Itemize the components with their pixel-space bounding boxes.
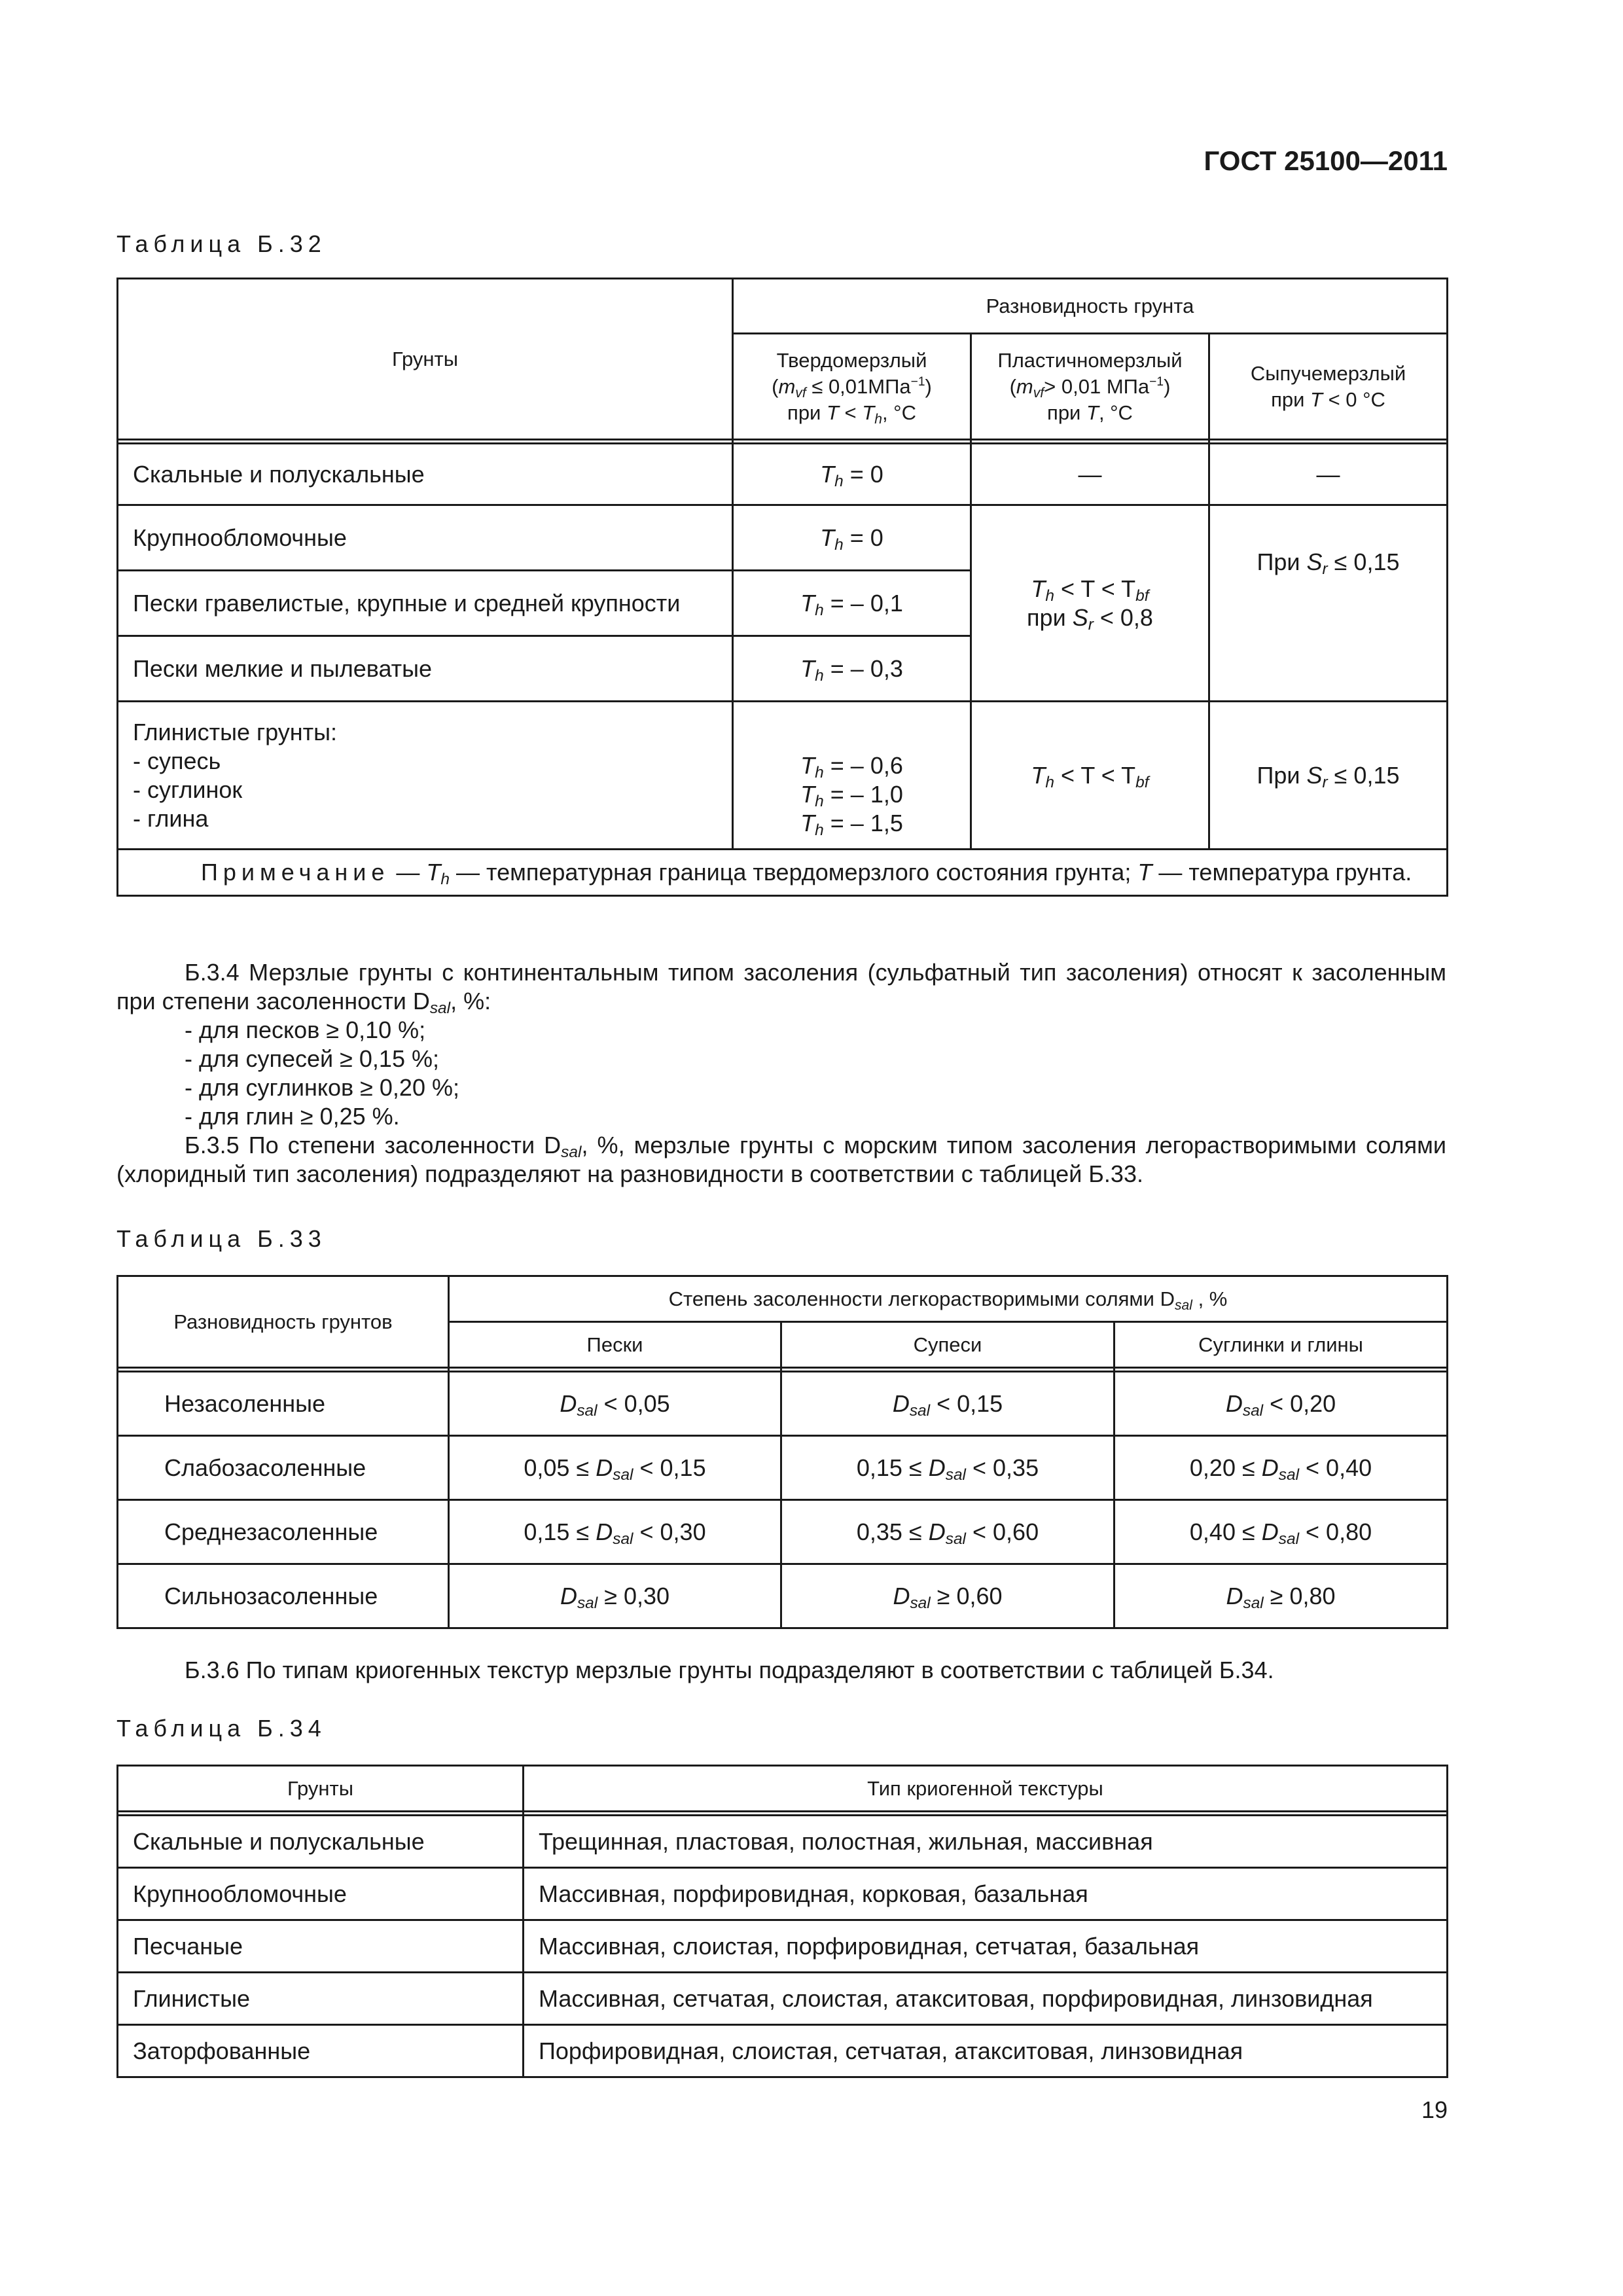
t32-cell-plastic-merged: $T_h < T < T_{bf}$ при $S_r < 0,8$ [971,505,1209,702]
table-row [118,1564,1448,1628]
t33-cell: $D_{sal} \ge 0,30$ [449,1564,781,1628]
t32-cell-hard: $T_h$ = – 0,6 $T_h$ = – 1,0 $T_h$ = – 1,5 [733,702,971,850]
t33-row-name: Незасоленные [118,1372,449,1436]
t33-cell: $D_{sal} \ge 0,80$ [1115,1564,1448,1628]
t33-row-name: Слабозасоленные [118,1436,449,1500]
standard-header: ГОСТ 25100—2011 [1204,145,1448,176]
table-b33-caption: Таблица Б.33 [116,1225,327,1252]
t34-row-name: Скальные и полускальные [118,1816,524,1868]
t33-cell: $0,15 \le D_{sal} < 0,30$ [449,1500,781,1564]
table-b34-caption: Таблица Б.34 [116,1715,327,1742]
t33-cell: $D_{sal} < 0,20$ [1115,1372,1448,1436]
t32-cell-loose-merged: При $S_r \le 0,15$ [1209,505,1448,702]
t32-cell-hard: $T_h$ = – 0,3 [733,636,971,702]
table-row [118,1436,1448,1500]
table-row [118,1372,1448,1436]
t32-cell-hard: $T_h$ = – 0,1 [733,571,971,636]
t32-row-note [118,850,1448,896]
table-b32 [116,278,1448,897]
t34-row-type: Порфировидная, слоистая, сетчатая, атакситовая, линзовидная [524,2025,1448,2077]
t32-cell-plastic: — [971,444,1209,505]
t32-row-coarse [118,505,1448,571]
t32-cell-loose: — [1209,444,1448,505]
table-b33 [116,1275,1448,1629]
t33-header-group: Степень засоленности легкорастворимыми солями $D_{sal}$ , % [449,1276,1448,1322]
t33-cell: $0,40 \le D_{sal} < 0,80$ [1115,1500,1448,1564]
t34-header-soils: Грунты [118,1766,524,1812]
t32-row-name: Глинистые грунты: - супесь - суглинок - глина [118,702,733,850]
table-row [118,1500,1448,1564]
list-item: - для суглинков ≥ 0,20 %; [185,1074,459,1101]
t33-cell: $D_{sal} < 0,15$ [781,1372,1115,1436]
paragraph-b34: Б.3.4 Мерзлые грунты с континентальным типом засоления (сульфатный тип засоления) относят к засоленным при степени засоленности $D_{sal}$, %: [116,959,1446,1017]
t32-row-name: Пески мелкие и пылеватые [118,636,733,702]
t33-cell: $D_{sal} \ge 0,60$ [781,1564,1115,1628]
t32-cell-hard: $T_h = 0$ [733,444,971,505]
table-row [118,1973,1448,2025]
page-number: 19 [1421,2096,1448,2123]
t33-header-kind: Разновидность грунтов [118,1276,449,1368]
t32-cell-hard: $T_h = 0$ [733,505,971,571]
t34-row-name: Заторфованные [118,2025,524,2077]
t32-row-clay [118,702,1448,850]
t32-cell-loose: При $S_r \le 0,15$ [1209,702,1448,850]
t34-row-name: Крупнообломочные [118,1868,524,1920]
t32-header-group: Разновидность грунта [733,279,1448,334]
t32-cell-plastic: $T_h < T < T_{bf}$ [971,702,1209,850]
t33-cell: $0,15 \le D_{sal} < 0,35$ [781,1436,1115,1500]
list-item: - для песков ≥ 0,10 %; [185,1016,426,1043]
table-row [118,1868,1448,1920]
t32-row-name: Пески гравелистые, крупные и средней крупности [118,571,733,636]
paragraph-b34-list [116,1016,1514,1131]
table-b32-caption: Таблица Б.32 [116,230,327,257]
t33-cell: $0,05 \le D_{sal} < 0,15$ [449,1436,781,1500]
paragraph-b36: Б.3.6 По типам криогенных текстур мерзлые грунты подразделяют в соответствии с таблицей Б.34. [185,1657,1274,1683]
t34-row-type: Массивная, сетчатая, слоистая, атакситовая, порфировидная, линзовидная [524,1973,1448,2025]
t33-row-name: Среднезасоленные [118,1500,449,1564]
paragraph-b35: Б.3.5 По степени засоленности $D_{sal}$, %, мерзлые грунты с морским типом засоления легорастворимыми солями (хлоридный тип засоления) подразделяют на разновидности в соответствии с таблицей Б.33. [116,1132,1446,1187]
t34-row-name: Глинистые [118,1973,524,2025]
t34-row-name: Песчаные [118,1920,524,1973]
t33-header-loam-clay: Суглинки и глины [1115,1322,1448,1368]
t33-header-sandy-loam: Супеси [781,1322,1115,1368]
t33-row-name: Сильнозасоленные [118,1564,449,1628]
table-row [118,2025,1448,2077]
table-b34 [116,1765,1448,2078]
t34-row-type: Массивная, порфировидная, корковая, базальная [524,1868,1448,1920]
t33-cell: $D_{sal} < 0,05$ [449,1372,781,1436]
t32-note: Примечание — $T_h$ — температурная граница твердомерзлого состояния грунта; T — температура грунта. [118,850,1448,896]
t32-row-rock [118,444,1448,505]
t33-header-sand: Пески [449,1322,781,1368]
t33-cell: $0,35 \le D_{sal} < 0,60$ [781,1500,1115,1564]
t33-cell: $0,20 \le D_{sal} < 0,40$ [1115,1436,1448,1500]
list-item: - для супесей ≥ 0,15 %; [185,1045,439,1072]
t32-header-plastic: Пластичномерзлый ($m_{vf}> 0,01$ МПа$^{-1}$) при T, °C [971,334,1209,440]
table-row [118,1816,1448,1868]
t32-row-name: Скальные и полускальные [118,444,733,505]
t32-header-soils: Грунты [118,279,733,440]
t32-header-loose: Сыпучемерзлый при T < 0 °C [1209,334,1448,440]
t34-row-type: Трещинная, пластовая, полостная, жильная, массивная [524,1816,1448,1868]
t34-header-type: Тип криогенной текстуры [524,1766,1448,1812]
t32-row-name: Крупнообломочные [118,505,733,571]
table-row [118,1920,1448,1973]
t34-row-type: Массивная, слоистая, порфировидная, сетчатая, базальная [524,1920,1448,1973]
list-item: - для глин ≥ 0,25 %. [185,1103,400,1130]
t32-header-hard: Твердомерзлый $(m_{vf} \le 0,01МПа^{-1})$ при $T < T_h$, °C [733,334,971,440]
